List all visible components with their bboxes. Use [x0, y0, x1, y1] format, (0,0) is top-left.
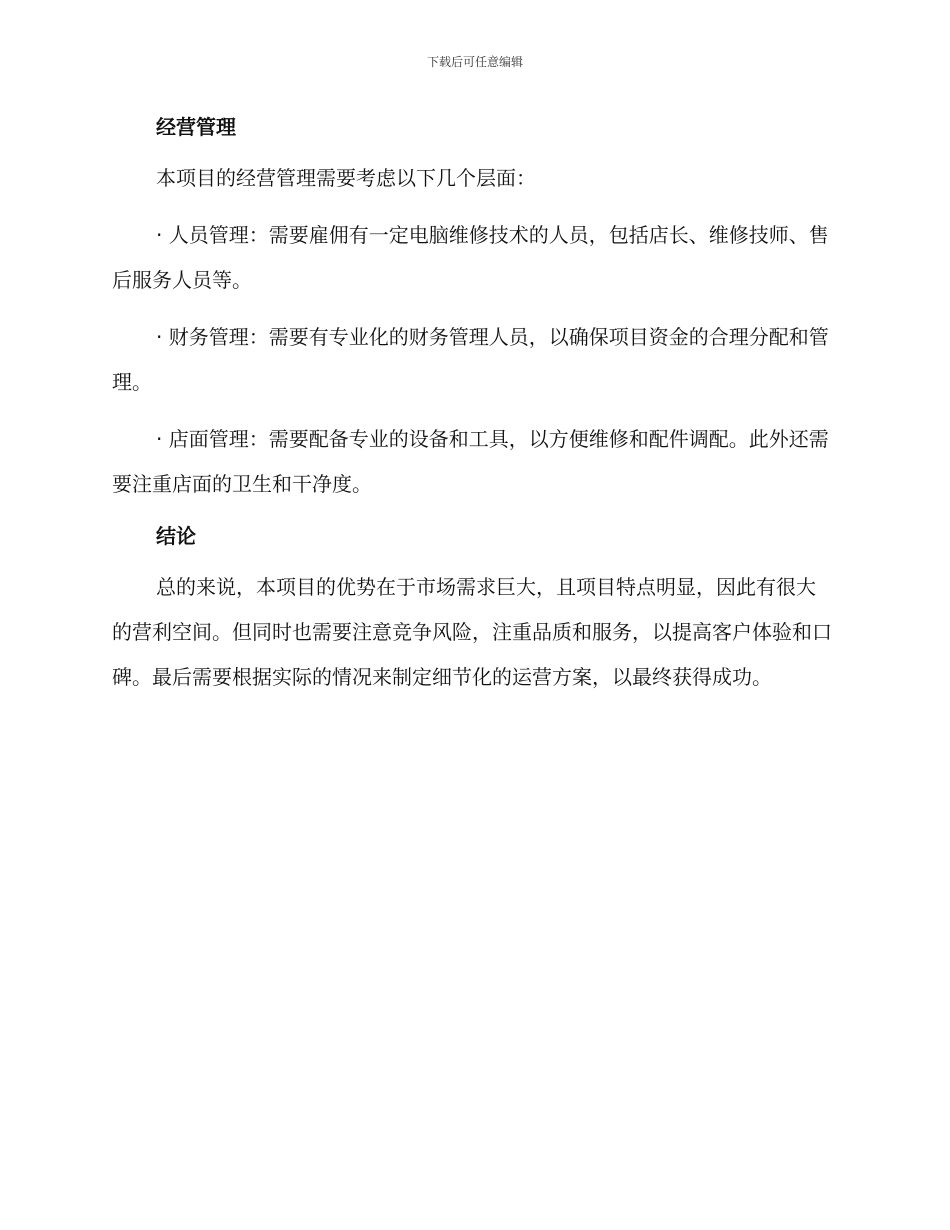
- document-body: [112, 110, 834, 700]
- management-intro: 本项目的经营管理需要考虑以下几个层面：: [156, 166, 536, 190]
- management-item-personnel: · 人员管理：需要雇佣有一定电脑维修技术的人员，包括店长、维修技师、售后服务人员等。: [112, 223, 829, 292]
- management-item-finance: · 财务管理：需要有专业化的财务管理人员，以确保项目资金的合理分配和管理。: [112, 325, 829, 394]
- section-heading-conclusion: 结论: [156, 524, 196, 548]
- conclusion-body: 总的来说，本项目的优势在于市场需求巨大，且项目特点明显，因此有很大的营利空间。但同时也需要注意竞争风险，注重品质和服务，以提高客户体验和口碑。最后需要根据实际的情况来制定细节化的运营方案，以最终获得成功。: [112, 575, 832, 689]
- section-heading-management: 经营管理: [156, 115, 236, 139]
- management-item-storefront: · 店面管理：需要配备专业的设备和工具，以方便维修和配件调配。此外还需要注重店面的卫生和干净度。: [112, 427, 829, 496]
- header-note: 下载后可任意编辑: [426, 55, 523, 69]
